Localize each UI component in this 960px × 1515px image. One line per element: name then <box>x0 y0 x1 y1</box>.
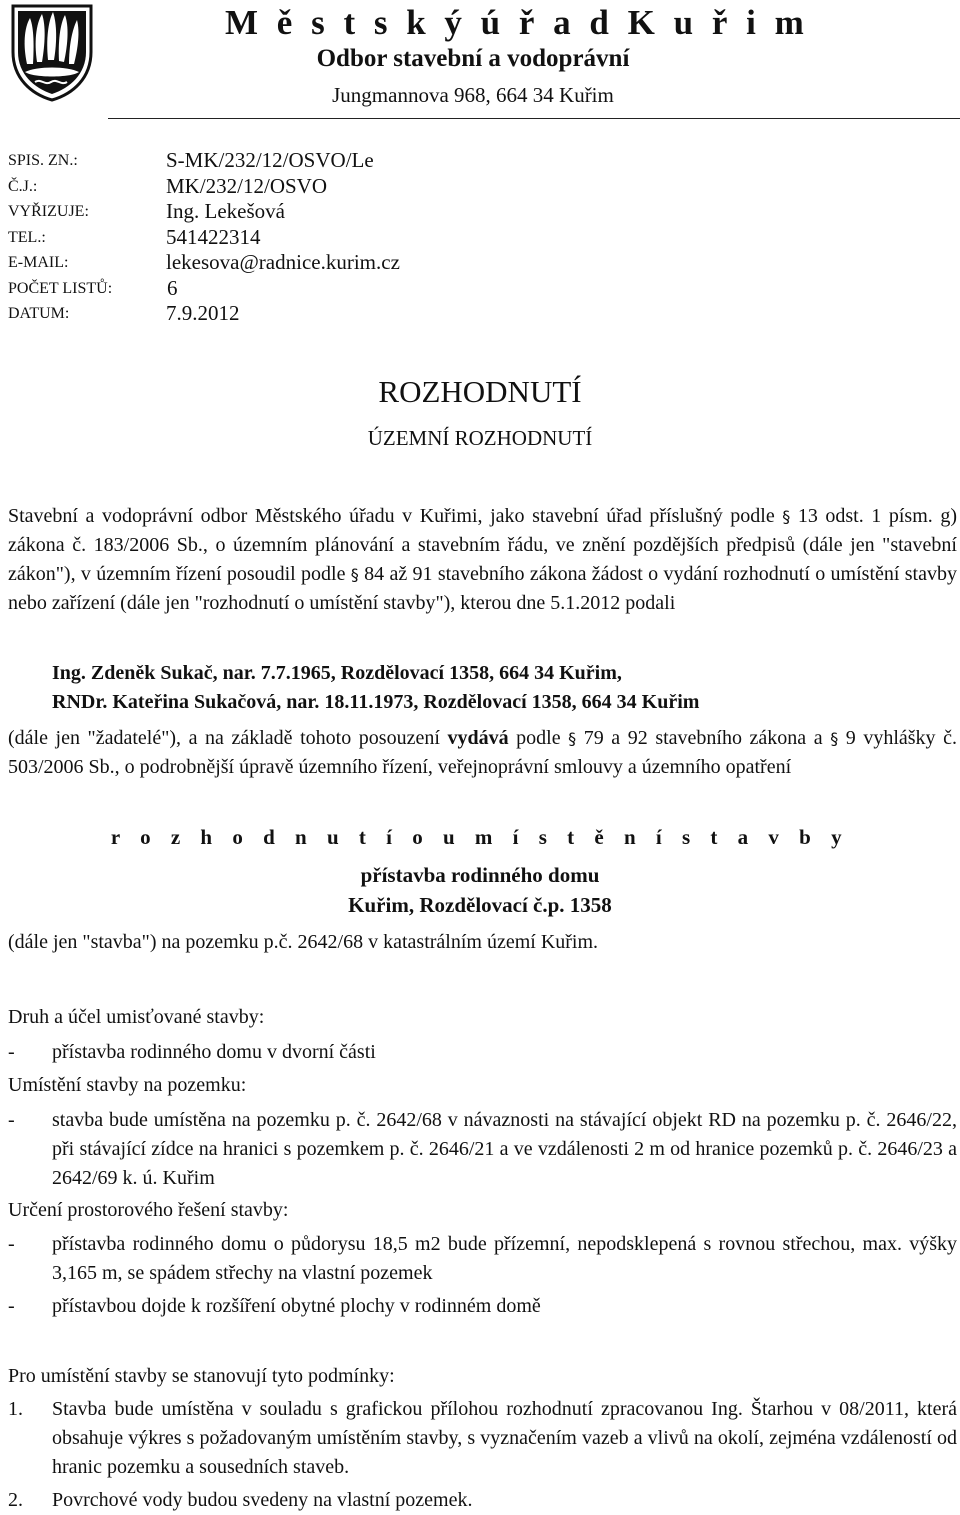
parcel-paragraph: (dále jen "stavba") na pozemku p.č. 2642/68 v katastrálním území Kuřim. <box>8 931 599 953</box>
list-item <box>8 1106 957 1193</box>
section-heading: Určení prostorového řešení stavby: <box>8 1199 289 1221</box>
meta-label: DATUM: <box>8 305 70 322</box>
section-heading: Umístění stavby na pozemku: <box>8 1074 247 1096</box>
list-item-text: přístavbou dojde k rozšíření obytné plochy v rodinném domě <box>52 1295 541 1317</box>
list-item <box>8 1038 957 1067</box>
condition-item <box>8 1486 957 1515</box>
section-sign-icon: § <box>782 507 791 526</box>
meta-value: 541422314 <box>166 224 261 249</box>
meta-label: VYŘIZUJE: <box>8 203 89 220</box>
section-heading: Druh a účel umisťované stavby: <box>8 1006 265 1028</box>
bullet: - <box>8 1295 15 1317</box>
applicant: RNDr. Kateřina Sukačová, nar. 18.11.1973, Rozdělovací 1358, 664 34 Kuřim <box>52 691 700 713</box>
document-subtitle: ÚZEMNÍ ROZHODNUTÍ <box>367 426 593 450</box>
list-item <box>8 1230 957 1288</box>
emphasis: vydává <box>447 727 509 749</box>
project-line: přístavba rodinného domu <box>360 863 600 887</box>
meta-label: POČET LISTŮ: <box>8 279 113 297</box>
condition-number: 1. <box>8 1398 23 1420</box>
applicants-list <box>52 659 699 717</box>
condition-item <box>8 1395 957 1482</box>
text-run: podle <box>508 727 569 749</box>
bullet: - <box>8 1041 15 1063</box>
list-item-text: stavba bude umístěna na pozemku p. č. 2642/68 v návaznosti na stávající objekt RD na pozemku p. č. 2646/22, při stávající zídce na hranici s pozemkem p. č. 2646/21 a ve vzdálenosti 2 m od hranice pozemků p. č. 2646/23 a 2642/69 k. ú. Kuřim <box>52 1109 957 1189</box>
condition-text: Stavba bude umístěna v souladu s grafickou přílohou rozhodnutí zpracovanou Ing. Štarhou v 08/2011, která obsahuje výkres s požadovaným umístěním stavby, s vyznačením vazeb a vlivů na okolí, zejména vzdáleností od hranic pozemku a sousedních staveb. <box>52 1398 957 1478</box>
list-item-text: přístavba rodinného domu o půdorysu 18,5 m2 bude přízemní, nepodsklepená s rovnou střechou, max. výšky 3,165 m, se spádem střechy na vlastní pozemek <box>52 1233 957 1284</box>
section-sign-icon: § <box>568 729 577 748</box>
text-run: (dále jen "žadatelé"), a na základě tohoto posouzení <box>8 727 448 749</box>
bullet: - <box>8 1233 15 1255</box>
department-name: Odbor stavební a vodoprávní <box>316 45 630 72</box>
office-address: Jungmannova 968, 664 34 Kuřim <box>332 83 614 107</box>
meta-value: Ing. Lekešová <box>166 199 285 223</box>
meta-value: MK/232/12/OSVO <box>166 173 328 198</box>
meta-label: E-MAIL: <box>8 254 69 271</box>
section-sign-icon: § <box>830 729 839 748</box>
coat-of-arms-logo <box>7 2 97 102</box>
applicant: Ing. Zdeněk Sukač, nar. 7.7.1965, Rozdělovací 1358, 664 34 Kuřim, <box>52 662 622 684</box>
meta-label: Č.J.: <box>8 177 38 195</box>
project-name <box>0 860 960 920</box>
header-divider <box>108 118 960 119</box>
text-run: 79 a 92 stavebního zákona a <box>576 727 831 749</box>
bullet: - <box>8 1109 15 1131</box>
office-name: M ě s t s k ý ú ř a d K u ř i m <box>225 3 809 42</box>
meta-value: lekesova@radnice.kurim.cz <box>166 250 400 274</box>
section-sign-icon: § <box>350 565 359 584</box>
text-run: 13 odst. 1 písm. g) zákona č. 183/2006 Sb., o územním plánování a stavebním řádu, ve znění pozdějších předpisů (dále jen "stavební zákon"), v územním řízení posoudil podle <box>8 505 957 585</box>
section-heading: Pro umístění stavby se stanovují tyto podmínky: <box>8 1365 395 1387</box>
condition-text: Povrchové vody budou svedeny na vlastní pozemek. <box>52 1489 473 1511</box>
condition-number: 2. <box>8 1489 23 1511</box>
list-item <box>8 1292 957 1321</box>
decision-heading: r o z h o d n u t í o u m í s t ě n í s t a v b y <box>110 825 850 849</box>
text-run: 84 až 91 stavebního zákona žádost o vydání rozhodnutí o umístění stavby nebo zařízení (dále jen "rozhodnutí o umístění stavby"), kterou dne 5.1.2012 podali <box>8 563 957 614</box>
text-run: Stavební a vodoprávní odbor Městského úřadu v Kuřimi, jako stavební úřad příslušný podle <box>8 505 783 527</box>
list-item-text: přístavba rodinného domu v dvorní části <box>52 1041 376 1063</box>
text-run: 9 vyhlášky č. 503/2006 Sb., o podrobnější úpravě územního řízení, veřejnoprávní smlouvy a územního opatření <box>8 727 958 778</box>
meta-value: 6 <box>167 275 178 300</box>
decision-paragraph <box>8 724 957 782</box>
meta-label: SPIS. ZN.: <box>8 152 78 169</box>
project-line: Kuřim, Rozdělovací č.p. 1358 <box>348 893 612 917</box>
meta-label: TEL.: <box>8 228 46 246</box>
document-title: ROZHODNUTÍ <box>378 374 582 409</box>
meta-value: S-MK/232/12/OSVO/Le <box>166 148 374 172</box>
intro-paragraph <box>8 502 957 618</box>
meta-value: 7.9.2012 <box>166 301 240 325</box>
